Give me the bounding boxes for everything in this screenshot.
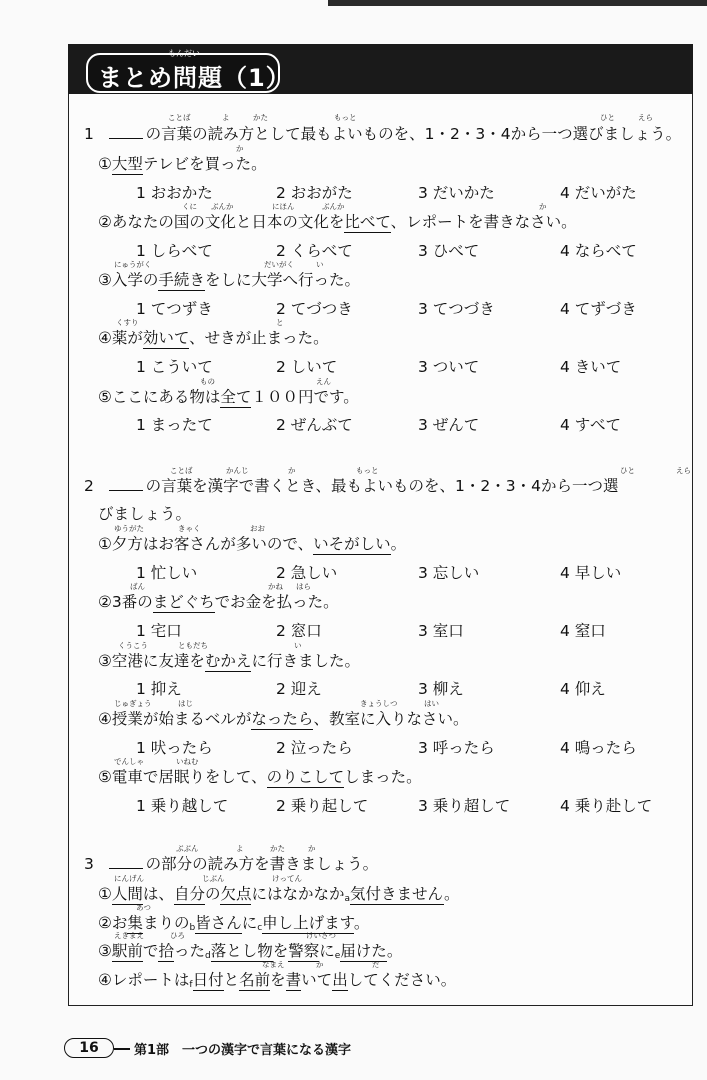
item-label: ④ (98, 329, 112, 347)
q2-item-3 (98, 651, 360, 671)
option[interactable]: 2 乗り起して (276, 797, 369, 815)
item-text: を (272, 942, 289, 960)
option[interactable]: 1 てつずき (136, 300, 213, 318)
target-word: 拾 (158, 942, 174, 960)
q2-item-1 (98, 534, 406, 554)
target-word: 全て (220, 388, 252, 406)
furigana: か (316, 960, 324, 969)
target-word: 効いて (142, 329, 190, 347)
furigana: か (288, 466, 296, 475)
part-letter: d (204, 951, 211, 961)
item-text: 。 (353, 914, 370, 932)
furigana: あつ (136, 903, 151, 912)
q2-prompt (84, 476, 619, 496)
furigana: なまえ (262, 960, 285, 969)
option[interactable]: 4 乗り赴して (560, 797, 653, 815)
target-word: 手続き (158, 271, 205, 289)
item-text: で (142, 942, 159, 960)
item-text: してください。 (347, 971, 457, 989)
option[interactable]: 2 おおがた (276, 184, 353, 202)
furigana: えきまえ (114, 931, 144, 940)
item-text: 。 (443, 885, 460, 903)
furigana: もっと (356, 466, 379, 475)
target-word: まどぐち (152, 593, 215, 611)
target-word: なったら (251, 710, 314, 728)
item-text: 。 (386, 942, 403, 960)
furigana: ぶんか (211, 202, 234, 211)
q3-item-4 (98, 970, 456, 995)
furigana: か (539, 202, 547, 211)
target-word: 集 (127, 914, 143, 932)
item-label: ④ (98, 710, 112, 728)
target-word: 出 (332, 971, 348, 989)
target-word: 人間 (111, 885, 143, 903)
option[interactable]: 1 抑え (136, 680, 182, 698)
option[interactable]: 2 しいて (276, 358, 338, 376)
section-title: 第1部 一つの漢字で言葉になる漢字 (134, 1043, 352, 1058)
item-text: 、教室に入りなさい。 (313, 710, 469, 728)
option[interactable]: 1 おおかた (136, 184, 213, 202)
furigana: くすり (116, 318, 139, 327)
furigana: にほん (272, 202, 295, 211)
q2-item-5 (98, 767, 422, 787)
option[interactable]: 2 てづつき (276, 300, 353, 318)
q2-item-2 (98, 592, 339, 612)
option[interactable]: 2 泣ったら (276, 739, 353, 757)
item-label: ③ (98, 652, 112, 670)
item-text: 。 (390, 535, 407, 553)
answer-blank (109, 854, 143, 869)
target-word: 欠点 (220, 885, 252, 903)
target-word: 警察 (288, 942, 320, 960)
furigana: ぶぶん (176, 844, 199, 853)
option[interactable]: 3 てつづき (418, 300, 495, 318)
option[interactable]: 2 窓口 (276, 622, 322, 640)
furigana: かた (253, 113, 268, 122)
target-word: のりこして (266, 768, 345, 786)
target-word: いそがしい (313, 535, 391, 553)
item-label: ② (98, 213, 112, 231)
furigana: じゅぎょう (114, 699, 152, 708)
furigana: にんげん (114, 874, 144, 883)
target-word: 比べて (344, 213, 391, 231)
page-title: まとめ問題（1） (98, 64, 291, 92)
option[interactable]: 4 早しい (560, 564, 622, 582)
furigana: きゃく (178, 524, 201, 533)
option[interactable]: 3 ひべて (418, 242, 480, 260)
furigana: はじ (178, 699, 193, 708)
furigana: ひと (620, 466, 635, 475)
option[interactable]: 3 ぜんて (418, 416, 480, 434)
q3-number: 3 (84, 855, 94, 873)
option[interactable]: 3 ついて (418, 358, 480, 376)
item-label: ④ (98, 971, 112, 989)
furigana: か (308, 844, 316, 853)
item-text: にはなかなか (251, 885, 345, 903)
furigana: よ (236, 844, 244, 853)
option[interactable]: 3 忘しい (418, 564, 480, 582)
option[interactable]: 1 忙しい (136, 564, 198, 582)
item-text: 、レポートを書きなさい。 (390, 213, 577, 231)
answer-blank (109, 124, 143, 139)
furigana: ばん (130, 582, 145, 591)
part-letter: c (257, 923, 263, 933)
q1-item-4 (98, 328, 329, 348)
item-text: ここにある物は (111, 388, 221, 406)
part-letter: f (189, 980, 193, 990)
q3-item-3 (98, 941, 402, 966)
furigana: ことば (168, 113, 191, 122)
target-word: 大型 (111, 155, 143, 173)
q1-item-2 (98, 212, 577, 232)
q3-prompt-text: の部分の読み方を書きましょう。 (145, 855, 379, 873)
furigana: かた (270, 844, 285, 853)
option[interactable]: 1 吠ったら (136, 739, 213, 757)
furigana: ともだち (178, 641, 208, 650)
furigana: かんじ (226, 466, 249, 475)
furigana: えら (638, 113, 653, 122)
q1-number: 1 (84, 125, 94, 143)
item-label: ③ (98, 271, 112, 289)
item-text: に (241, 914, 258, 932)
furigana: ことば (170, 466, 193, 475)
target-word: 落とし物 (210, 942, 273, 960)
part-letter: e (334, 951, 341, 961)
item-text: お (111, 914, 128, 932)
q1-prompt (84, 124, 681, 144)
item-label: ② (98, 593, 112, 611)
item-text: った (173, 942, 205, 960)
target-word: 申し上げます (262, 914, 354, 932)
q2-number: 2 (84, 477, 94, 495)
furigana: だいがく (264, 260, 294, 269)
furigana: きょうしつ (360, 699, 398, 708)
option[interactable]: 1 乗り越して (136, 797, 229, 815)
item-text: テレビを買った。 (142, 155, 267, 173)
furigana: おお (250, 524, 265, 533)
item-text: と (223, 971, 240, 989)
item-text: 夕方はお客さんが多いので、 (111, 535, 314, 553)
furigana: けってん (272, 874, 302, 883)
furigana: い (316, 260, 324, 269)
furigana: でんしゃ (114, 757, 144, 766)
title-furigana: もんだい (168, 49, 200, 58)
item-label: ① (98, 155, 112, 173)
q1-item-5 (98, 387, 359, 407)
q2-prompt-cont: びましょう。 (98, 505, 192, 523)
furigana: ひろ (170, 931, 185, 940)
target-word: 駅前 (111, 942, 143, 960)
furigana: じぶん (202, 874, 225, 883)
furigana: だ (372, 960, 380, 969)
q2-prompt-text: の言葉を漢字で書くとき、最もよいものを、1・2・3・4から一つ選 (145, 477, 619, 495)
item-label: ⑤ (98, 768, 112, 786)
option[interactable]: 2 くらべて (276, 242, 353, 260)
item-label: ① (98, 535, 112, 553)
option[interactable]: 4 仰え (560, 680, 606, 698)
option[interactable]: 2 迎え (276, 680, 322, 698)
item-label: ③ (98, 942, 112, 960)
furigana: くに (182, 202, 197, 211)
option[interactable]: 4 だいがた (560, 184, 637, 202)
furigana: えら (676, 466, 691, 475)
item-text: １００円です。 (251, 388, 359, 406)
furigana: えん (316, 377, 331, 386)
page-number: 16 (64, 1038, 114, 1058)
q1-item-3 (98, 270, 360, 290)
option[interactable]: 1 宅口 (136, 622, 182, 640)
furigana: もっと (334, 113, 357, 122)
item-text: まりの (142, 914, 190, 932)
item-text: いて (301, 971, 333, 989)
top-edge-rule (328, 0, 707, 6)
option[interactable]: 1 しらべて (136, 242, 213, 260)
furigana: よ (222, 113, 230, 122)
target-word: 届けた (340, 942, 387, 960)
furigana: ゆうがた (114, 524, 144, 533)
option[interactable]: 2 ぜんぶて (276, 416, 353, 434)
footer-rule (114, 1048, 130, 1050)
item-text: 薬が (111, 329, 143, 347)
part-letter: b (189, 923, 196, 933)
part-letter: a (344, 894, 351, 904)
item-text: 、せきが止まった。 (189, 329, 329, 347)
target-word: 自分 (173, 885, 205, 903)
option[interactable]: 4 ならべて (560, 242, 637, 260)
item-text: 電車で居眠りをして、 (111, 768, 267, 786)
option[interactable]: 3 室口 (418, 622, 464, 640)
item-label: ② (98, 914, 112, 932)
option[interactable]: 4 きいて (560, 358, 622, 376)
furigana: にゅうがく (114, 260, 152, 269)
furigana: かね (268, 582, 283, 591)
furigana: と (276, 318, 284, 327)
answer-blank (109, 476, 143, 491)
item-text: でお金を払った。 (214, 593, 339, 611)
furigana: もの (200, 377, 215, 386)
option[interactable]: 4 窒口 (560, 622, 606, 640)
item-text: あなたの国の文化と日本の文化を (111, 213, 345, 231)
target-word: 皆さん (195, 914, 242, 932)
target-word: 日付 (192, 971, 224, 989)
item-text: の (204, 885, 221, 903)
item-text: を (270, 971, 286, 989)
option[interactable]: 3 柳え (418, 680, 464, 698)
item-text: しまった。 (344, 768, 422, 786)
furigana: いねむ (176, 757, 199, 766)
furigana: か (236, 144, 244, 153)
item-text: 3番の (111, 593, 153, 611)
item-text: 空港に友達を (111, 652, 205, 670)
target-word: むかえ (204, 652, 252, 670)
q3-item-1 (98, 884, 459, 909)
furigana: けいさつ (306, 931, 336, 940)
furigana: ぶんか (322, 202, 345, 211)
option[interactable]: 2 急しい (276, 564, 338, 582)
q3-prompt (84, 854, 378, 874)
option[interactable]: 4 てずづき (560, 300, 637, 318)
option[interactable]: 4 鳴ったら (560, 739, 637, 757)
option[interactable]: 4 すべて (560, 416, 621, 434)
option[interactable]: 1 まったて (136, 416, 213, 434)
item-label: ⑤ (98, 388, 112, 406)
q2-item-4 (98, 709, 468, 729)
item-text: をしに大学へ行った。 (204, 271, 360, 289)
option[interactable]: 3 だいかた (418, 184, 495, 202)
target-word: 名前 (239, 971, 271, 989)
target-word: 気付きません (350, 885, 444, 903)
item-text: は、 (142, 885, 174, 903)
furigana: ひと (600, 113, 615, 122)
furigana: はら (296, 582, 311, 591)
option[interactable]: 3 乗り超して (418, 797, 511, 815)
item-text: に行きました。 (251, 652, 360, 670)
furigana: い (294, 641, 302, 650)
q1-item-1 (98, 154, 267, 174)
item-text: 授業が始まるベルが (111, 710, 252, 728)
furigana: はい (424, 699, 439, 708)
target-word: 書 (285, 971, 302, 989)
option[interactable]: 1 こういて (136, 358, 213, 376)
furigana: くうこう (118, 641, 148, 650)
item-text: に (319, 942, 335, 960)
item-label: ① (98, 885, 112, 903)
q1-prompt-text: の言葉の読み方として最もよいものを、1・2・3・4から一つ選びましょう。 (145, 125, 682, 143)
item-text: 入学の (111, 271, 159, 289)
option[interactable]: 3 呼ったら (418, 739, 495, 757)
item-text: レポートは (111, 971, 190, 989)
